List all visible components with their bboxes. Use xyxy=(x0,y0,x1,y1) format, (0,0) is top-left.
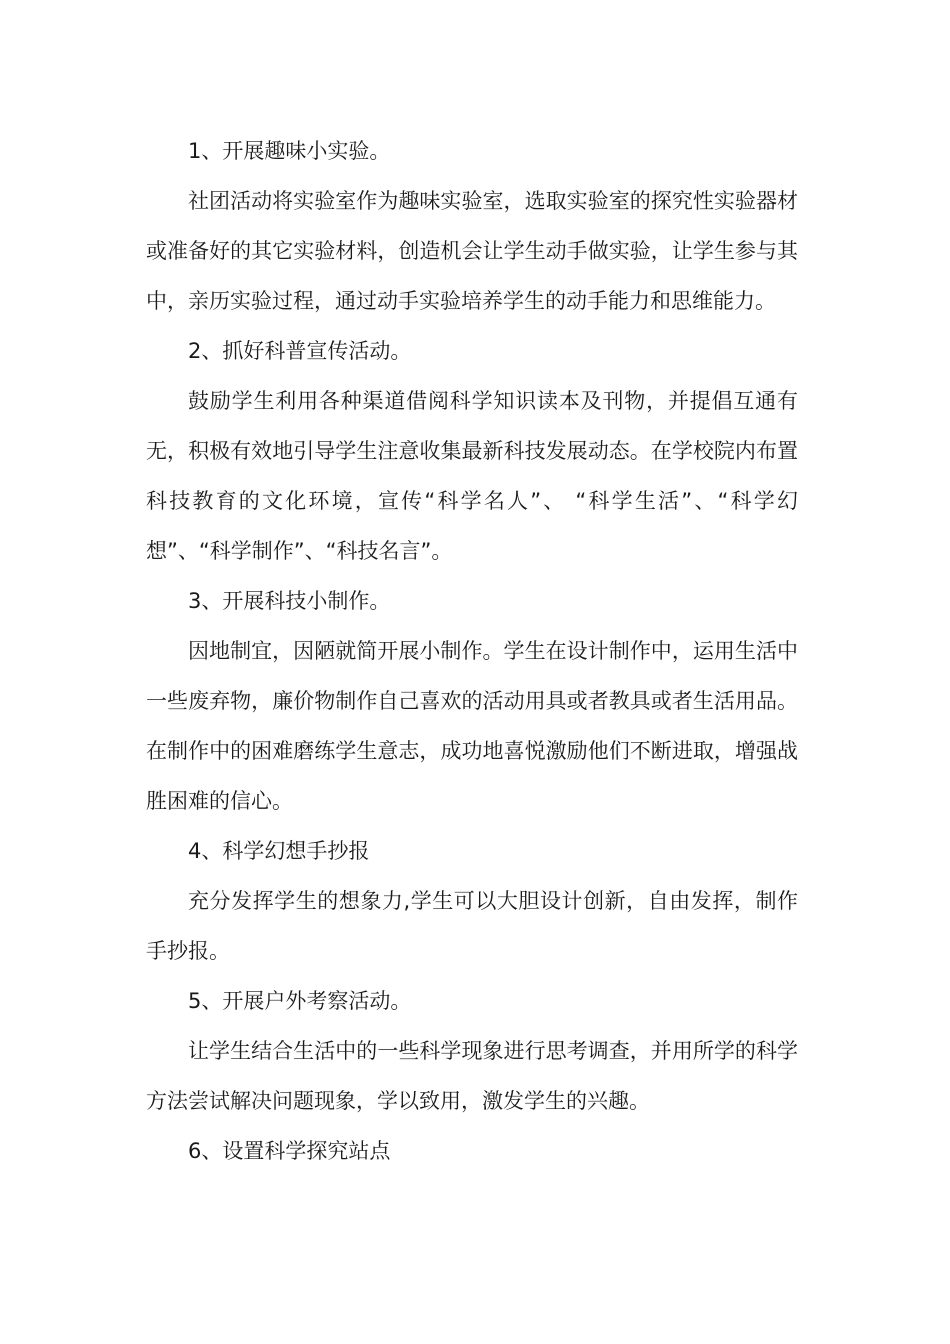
section-5-heading: 5、开展户外考察活动。 xyxy=(188,989,412,1013)
section-6-heading: 6、设置科学探究站点 xyxy=(188,1139,391,1163)
section-4-heading: 4、科学幻想手抄报 xyxy=(188,839,370,863)
section-2-paragraph: 鼓励学生利用各种渠道借阅科学知识读本及刊物，并提倡互通有无，积极有效地引导学生注意收集最新科技发展动态。在学校院内布置科技教育的文化环境，宣传“科学名人”、 “科学生活”、“科学幻想”、“科学制作”、“科技名言”。 xyxy=(146,389,798,563)
section-4-paragraph: 充分发挥学生的想象力,学生可以大胆设计创新，自由发挥，制作手抄报。 xyxy=(146,889,798,963)
section-3-heading: 3、开展科技小制作。 xyxy=(188,589,391,613)
section-5-paragraph: 让学生结合生活中的一些科学现象进行思考调查，并用所学的科学方法尝试解决问题现象，学以致用，激发学生的兴趣。 xyxy=(146,1039,798,1113)
section-2-heading: 2、抓好科普宣传活动。 xyxy=(188,339,412,363)
section-1-heading: 1、开展趣味小实验。 xyxy=(188,139,391,163)
section-1-paragraph: 社团活动将实验室作为趣味实验室，选取实验室的探究性实验器材或准备好的其它实验材料，创造机会让学生动手做实验，让学生参与其中，亲历实验过程，通过动手实验培养学生的动手能力和思维能力。 xyxy=(146,189,798,313)
section-3-paragraph: 因地制宜，因陋就简开展小制作。学生在设计制作中，运用生活中一些废弃物，廉价物制作自己喜欢的活动用具或者教具或者生活用品。在制作中的困难磨练学生意志，成功地喜悦激励他们不断进取，增强战胜困难的信心。 xyxy=(146,639,798,813)
document-body xyxy=(146,126,798,1176)
